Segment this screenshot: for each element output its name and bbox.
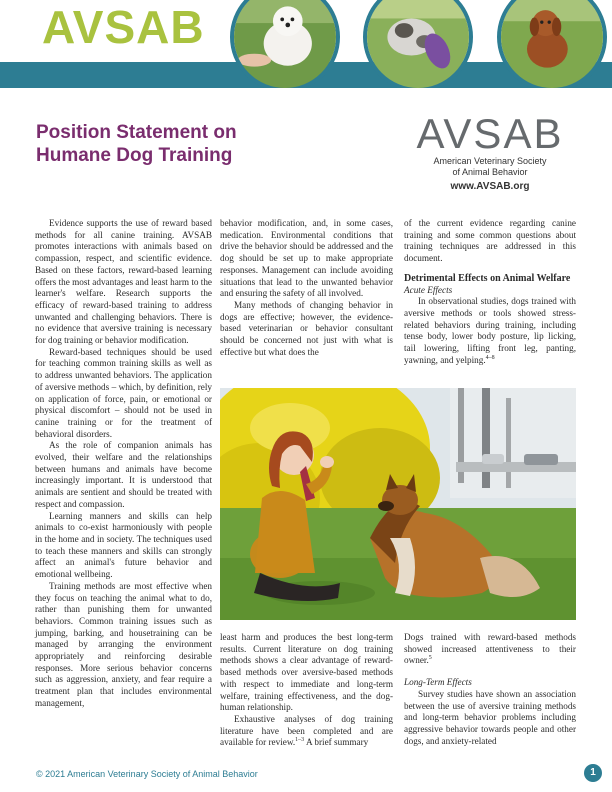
org-name-line-1: American Veterinary Society [433, 156, 547, 166]
paragraph: of the current evidence regarding canine training and some common questions about training techniques are addressed in this document. [404, 218, 576, 264]
citation: 4–8 [485, 354, 495, 361]
body-column-2-top [220, 218, 393, 358]
woman-training-dog-photo [220, 388, 576, 620]
page-number-badge: 1 [584, 764, 602, 782]
copyright-footer: © 2021 American Veterinary Society of Animal Behavior [36, 769, 258, 779]
header-banner [0, 0, 612, 88]
header-photo-puppy [497, 0, 607, 88]
page-title [36, 121, 237, 167]
title-line-2: Humane Dog Training [36, 145, 233, 166]
body-column-3-bottom [404, 632, 576, 747]
paragraph: Training methods are most effective when they focus on teaching the animal what to do, rather than punishing them for unwanted behaviors. Common training issues such as jumping, barking, and housetraining can be managed by arranging the environment appropriately and reinforcing desirable responses. More serious behavior concerns such as aggression, anxiety, and fear require a treatment plan that includes environmental management, [35, 580, 212, 708]
paragraph: least harm and produces the best long-term results. Current literature on dog training methods shows a clear advantage of reward-based methods over aversive-based methods with respect to immediate and long-term welfare, training effectiveness, and the dog-human relationship. [220, 632, 393, 713]
paragraph-text: Exhaustive analyses of dog training literature have been completed and are available for review. [220, 713, 393, 748]
avsab-logo-block [405, 112, 575, 192]
title-line-1: Position Statement on [36, 122, 237, 143]
subsection-heading: Acute Effects [404, 284, 453, 295]
paragraph: Many methods of changing behavior in dogs are effective; however, the evidence-based veterinarian or behavior consultant should be concerned not just with what is effective but what does the [220, 299, 393, 357]
paragraph [404, 296, 576, 366]
paragraph: Reward-based techniques should be used for teaching common training skills as well as to address unwanted behaviors. The application of aversive methods – which, by definition, rely on application of force, pain, or emotional or physical discomfort – should not be used in canine training or for the treatment of behavioral disorders. [35, 346, 212, 439]
paragraph [220, 714, 393, 749]
body-column-3-top [404, 218, 576, 366]
paragraph-text: In observational studies, dogs trained with aversive methods or tools showed stress-related behaviors during training, including tense body, lower body posture, lip licking, tail lowering, lifting front leg, panting, yawning, and yelping. [404, 296, 576, 365]
paragraph: As the role of companion animals has evolved, their welfare and the relationships between humans and animals have become increasingly important. It is understood that animals are sentient and should be treated with respect and compassion. [35, 440, 212, 509]
paragraph: Learning manners and skills can help animals to co-exist harmoniously with people in the home and in society. The techniques used to teach these manners and skills can strongly affect an animal's future behavior and emotional wellbeing. [35, 510, 212, 580]
paragraph [404, 632, 576, 667]
org-name-line-2: of Animal Behavior [452, 167, 528, 177]
paragraph: Survey studies have shown an association between the use of aversive training methods and long-term behavior problems including aggressive behavior towards people and other dogs, and anxiety-related [404, 688, 576, 746]
avsab-wordmark: AVSAB [416, 110, 564, 157]
paragraph: behavior modification, and, in some cases, medication. Environmental conditions that drive the behavior should be addressed and the dog should be set up to make appropriate responses. Management can include avoiding situations that lead to the unwanted behavior and ensuring the safety of all involved. [220, 218, 393, 299]
website-link[interactable]: www.AVSAB.org [450, 181, 530, 192]
citation: 5 [428, 655, 432, 662]
subsection-heading: Long-Term Effects [404, 677, 472, 688]
body-column-1 [35, 218, 212, 710]
paragraph: Evidence supports the use of reward based methods for all canine training. AVSAB promotes interactions with animals based on compassion, respect, and scientific evidence. Based on these factors, reward-based learning offers the most advantages and least harm to the learner's welfare. Research supports the efficacy of reward-based training to address unwanted and challenging behaviors. There is no evidence that aversive training is necessary for dog training or behavior modification. [35, 218, 212, 346]
citation: 1–3 [295, 737, 305, 744]
section-heading: Detrimental Effects on Animal Welfare [404, 272, 571, 284]
banner-logo: AVSAB [42, 1, 205, 53]
header-photo-frisbee-dog [363, 0, 473, 88]
header-photo-white-dog [230, 0, 340, 88]
paragraph-text: A brief summary [304, 737, 369, 748]
paragraph-text: Dogs trained with reward-based methods showed increased attentiveness to their owner. [404, 632, 576, 666]
body-column-2-bottom [220, 632, 393, 749]
